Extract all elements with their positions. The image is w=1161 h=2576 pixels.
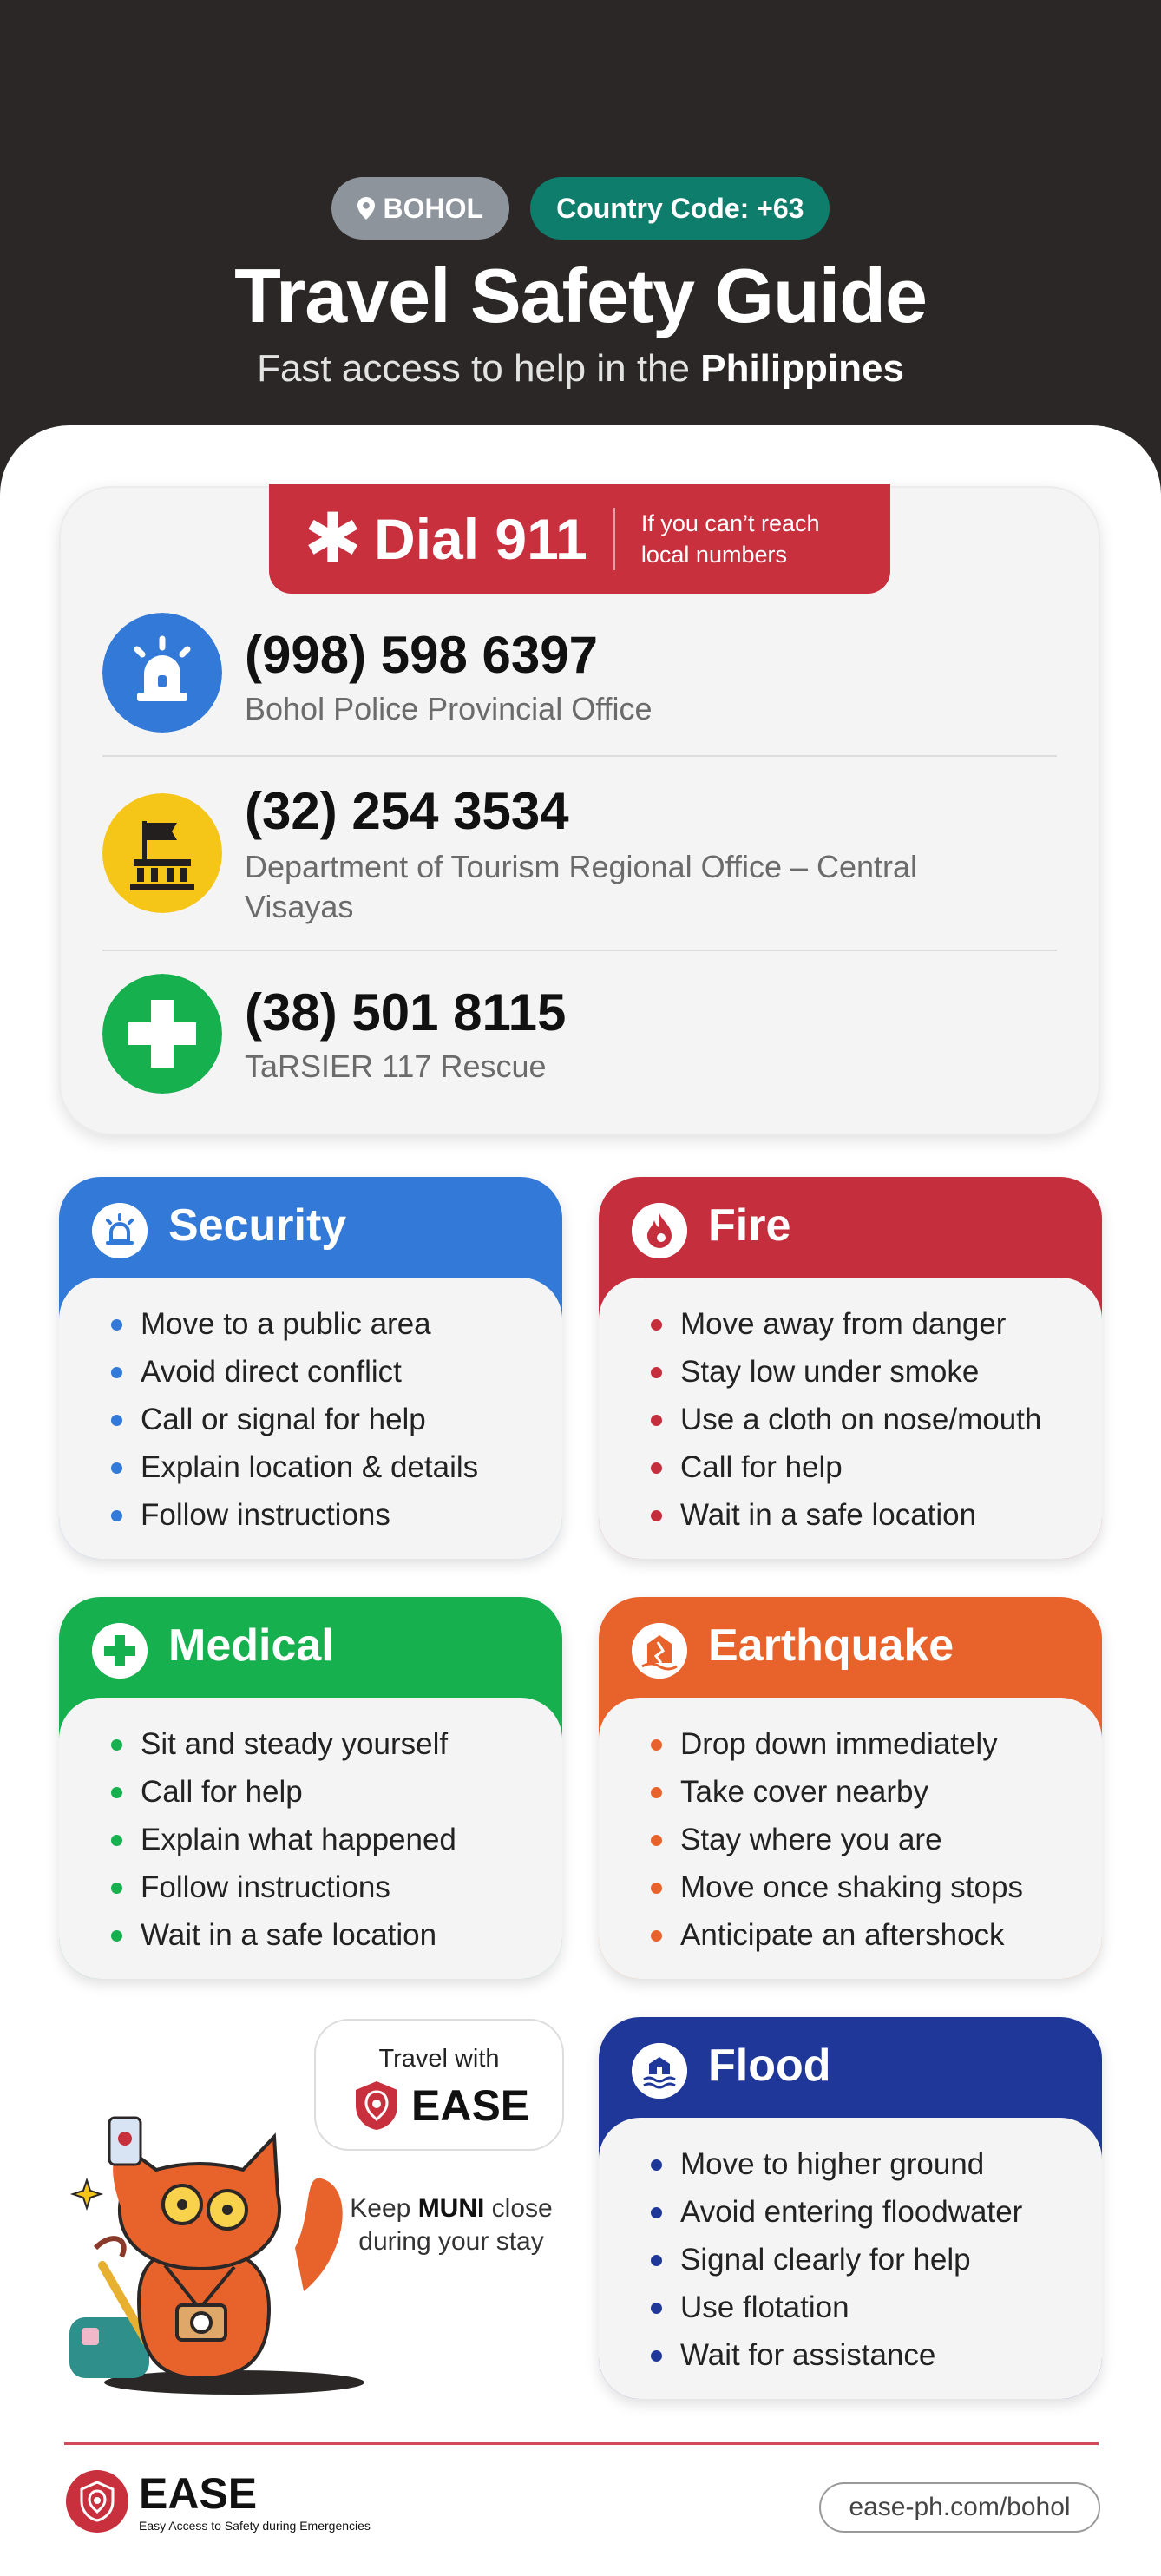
list-item: Wait for assistance [651, 2331, 1022, 2379]
list-item: Use flotation [651, 2284, 1022, 2331]
medical-title: Medical [168, 1620, 334, 1671]
list-item: Avoid entering floodwater [651, 2188, 1022, 2236]
fire-title: Fire [708, 1200, 791, 1251]
earthquake-icon [632, 1623, 687, 1679]
list-item: Move away from danger [651, 1300, 1041, 1348]
fire-body [599, 1278, 1102, 1559]
promo-brand-word: EASE [411, 2081, 530, 2130]
subtitle-country: Philippines [700, 347, 904, 390]
list-item: Anticipate an aftershock [651, 1911, 1023, 1959]
list-item: Stay low under smoke [651, 1348, 1041, 1396]
medical-card [59, 1597, 562, 1979]
contact-label: Department of Tourism Regional Office – Central Visayas [245, 849, 918, 924]
contact-rescue[interactable] [102, 974, 1057, 1095]
medical-body [59, 1698, 562, 1979]
fire-icon [632, 1203, 687, 1258]
contact-phone[interactable]: (38) 501 8115 [245, 983, 567, 1042]
flood-card [599, 2017, 1102, 2399]
police-siren-icon [102, 613, 222, 733]
asterisk-icon: ✱ [304, 500, 363, 577]
contact-divider [102, 950, 1057, 951]
contact-phone[interactable]: (32) 254 3534 [245, 782, 569, 840]
medical-cross-icon [102, 974, 222, 1094]
list-item: Call for help [651, 1443, 1041, 1491]
dial-911-note: If you can’t reach local numbers [640, 510, 820, 568]
footer-divider [64, 2442, 1099, 2445]
siren-icon [92, 1203, 148, 1258]
medical-cross-icon [92, 1623, 148, 1679]
security-title: Security [168, 1200, 347, 1251]
earthquake-body [599, 1698, 1102, 1979]
keep-muni-note [330, 2192, 573, 2258]
security-body [59, 1278, 562, 1559]
flood-title: Flood [708, 2040, 831, 2091]
earthquake-card [599, 1597, 1102, 1979]
list-item: Use a cloth on nose/mouth [651, 1396, 1041, 1443]
flood-icon [632, 2043, 687, 2099]
list-item: Take cover nearby [651, 1768, 1023, 1816]
header [0, 0, 1161, 486]
flood-list [651, 2140, 1022, 2379]
list-item: Explain location & details [111, 1443, 478, 1491]
keep-prefix: Keep [350, 2194, 418, 2223]
fire-card [599, 1177, 1102, 1559]
dial-divider [613, 508, 615, 570]
page-title: Travel Safety Guide [234, 253, 927, 338]
promo-speech-bubble [314, 2019, 564, 2151]
list-item: Stay where you are [651, 1816, 1023, 1863]
security-card [59, 1177, 562, 1559]
location-pill-label: BOHOL [383, 192, 484, 224]
list-item: Move to a public area [111, 1300, 478, 1348]
medical-list [111, 1720, 456, 1959]
dial-911-banner[interactable] [269, 484, 890, 594]
list-item: Explain what happened [111, 1816, 456, 1863]
location-pill [331, 177, 510, 240]
location-pin-icon [357, 197, 375, 220]
travel-with-label: Travel with [378, 2045, 500, 2073]
ease-logo-icon [66, 2470, 128, 2533]
tourism-building-icon [102, 793, 222, 913]
footer-brand: EASE [139, 2469, 258, 2518]
keep-suffix: close during your stay [358, 2194, 553, 2256]
contact-phone[interactable]: (998) 598 6397 [245, 626, 598, 684]
list-item: Follow instructions [111, 1491, 478, 1539]
list-item: Follow instructions [111, 1863, 456, 1911]
list-item: Call or signal for help [111, 1396, 478, 1443]
contact-label: TaRSIER 117 Rescue [245, 1048, 547, 1084]
promo-brand [352, 2080, 529, 2132]
contact-divider [102, 755, 1057, 757]
contact-tourism[interactable] [102, 782, 1057, 924]
earthquake-title: Earthquake [708, 1620, 954, 1671]
country-code-pill [530, 177, 830, 240]
country-code-label: Country Code: +63 [556, 192, 804, 224]
footer-url-link[interactable]: ease-ph.com/bohol [819, 2482, 1100, 2533]
list-item: Move to higher ground [651, 2140, 1022, 2188]
list-item: Avoid direct conflict [111, 1348, 478, 1396]
list-item: Sit and steady yourself [111, 1720, 456, 1768]
footer-tagline: Easy Access to Safety during Emergencies [139, 2519, 371, 2533]
ease-shield-icon [352, 2080, 401, 2132]
contact-label: Bohol Police Provincial Office [245, 691, 653, 726]
header-pills [0, 177, 1161, 240]
security-list [111, 1300, 478, 1539]
list-item: Move once shaking stops [651, 1863, 1023, 1911]
list-item: Wait in a safe location [111, 1911, 456, 1959]
page-subtitle [0, 347, 1161, 391]
dial-911-label: Dial 911 [374, 507, 587, 571]
fire-list [651, 1300, 1041, 1539]
list-item: Drop down immediately [651, 1720, 1023, 1768]
list-item: Wait in a safe location [651, 1491, 1041, 1539]
list-item: Signal clearly for help [651, 2236, 1022, 2284]
earthquake-list [651, 1720, 1023, 1959]
flood-body [599, 2118, 1102, 2399]
keep-muni: MUNI [417, 2194, 485, 2223]
contact-police[interactable] [102, 613, 1057, 734]
list-item: Call for help [111, 1768, 456, 1816]
subtitle-text: Fast access to help in the [257, 347, 701, 390]
